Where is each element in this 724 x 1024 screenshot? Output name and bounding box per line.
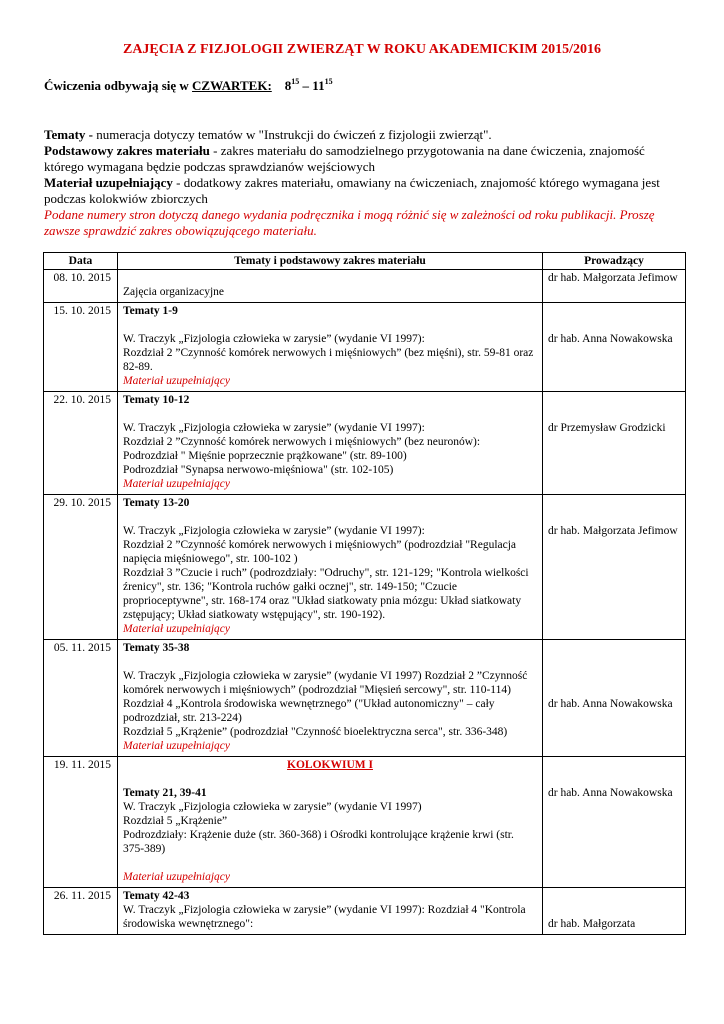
- row-date: 22. 10. 2015: [44, 392, 118, 495]
- table-row: [44, 757, 686, 888]
- row-content: [118, 757, 543, 888]
- row-topic: Tematy 42-43: [123, 890, 190, 902]
- table-row: [44, 303, 686, 392]
- table-row: [44, 270, 686, 303]
- start-hour: 8: [284, 78, 292, 93]
- row-line: W. Traczyk „Fizjologia człowieka w zarysie” (wydanie VI 1997):: [123, 333, 425, 345]
- row-line: Podrozdział " Mięśnie poprzecznie prążkowane" (str. 89-100): [123, 450, 407, 462]
- table-row: [44, 495, 686, 640]
- table-row: [44, 888, 686, 935]
- row-topic: Tematy 21, 39-41: [123, 787, 207, 799]
- supplementary-label: Materiał uzupełniający: [123, 623, 230, 635]
- row-line: Rozdział 4 „Kontrola środowiska wewnętrznego” ("Układ autonomiczny" – cały podrozdział, str. 213-224): [123, 698, 495, 724]
- table-row: [44, 640, 686, 757]
- info-podstawowy: Podstawowy zakres materiału - zakres materiału do samodzielnego przygotowania na dane ćwiczenia, znajomość którego wymagana będzie podczas sprawdzianów wejściowych: [44, 143, 645, 174]
- page-title: ZAJĘCIA Z FIZJOLOGII ZWIERZĄT W ROKU AKADEMICKIM 2015/2016: [122, 42, 602, 57]
- row-content: [118, 640, 543, 757]
- row-date: 29. 10. 2015: [44, 495, 118, 640]
- row-topic: Tematy 35-38: [123, 642, 190, 654]
- row-line: Rozdział 3 ”Czucie i ruch” (podrozdziały: "Odruchy", str. 121-129; "Kontrola wielkości źrenicy", str. 136; "Kontrola ruchów gałki ocznej", str. 149-150; "Czucie proprioceptywne", str. 168-174 oraz "Układ siatkowaty pnia mózgu: Układ siatkowaty zstępujący; Układ siatkowaty wstępujący", str. 190-192).: [123, 567, 529, 621]
- row-topic: Tematy 10-12: [123, 394, 190, 406]
- row-line: W. Traczyk „Fizjologia człowieka w zarysie” (wydanie VI 1997):: [123, 525, 425, 537]
- header-topics: Tematy i podstawowy zakres materiału: [118, 253, 543, 270]
- time-dash: –: [299, 78, 313, 93]
- row-line: Podrozdział "Synapsa nerwowo-mięśniowa" (str. 102-105): [123, 464, 394, 476]
- row-line: W. Traczyk „Fizjologia człowieka w zarysie” (wydanie VI 1997): Rozdział 4 "Kontrola środowiska wewnętrznego":: [123, 904, 526, 930]
- info-note: Podane numery stron dotyczą danego wydania podręcznika i mogą różnić się w zależności od roku publikacji. Proszę zawsze sprawdzić zakres obowiązującego materiału.: [44, 207, 655, 238]
- row-tutor: dr hab. Anna Nowakowska: [543, 640, 686, 757]
- row-line: Rozdział 2 ”Czynność komórek nerwowych i mięśniowych” (bez mięśni), str. 59-81 oraz 82-89.: [123, 347, 534, 373]
- kolokwium-label: KOLOKWIUM I: [287, 759, 373, 771]
- row-content: [118, 303, 543, 392]
- start-minute: 15: [291, 77, 300, 86]
- row-line: W. Traczyk „Fizjologia człowieka w zarysie” (wydanie VI 1997) Rozdział 2 ”Czynność komórek nerwowych i mięśniowych” (podrozdział "Mięsień sercowy", str. 110-114): [123, 670, 528, 696]
- schedule-table: [43, 252, 686, 935]
- row-date: 08. 10. 2015: [44, 270, 118, 303]
- row-content: [118, 888, 543, 935]
- row-tutor: dr hab. Małgorzata Jefimow: [543, 495, 686, 640]
- row-content: [118, 495, 543, 640]
- row-line: Zajęcia organizacyjne: [123, 286, 224, 298]
- row-line: Rozdział 5 „Krążenie” (podrozdział "Czynność bioelektryczna serca", str. 336-348): [123, 726, 508, 738]
- row-date: 19. 11. 2015: [44, 757, 118, 888]
- row-line: W. Traczyk „Fizjologia człowieka w zarysie” (wydanie VI 1997): [123, 801, 422, 813]
- row-topic: Tematy 13-20: [123, 497, 190, 509]
- supplementary-label: Materiał uzupełniający: [123, 478, 230, 490]
- end-minute: 15: [324, 77, 333, 86]
- row-line: W. Traczyk „Fizjologia człowieka w zarysie” (wydanie VI 1997):: [123, 422, 425, 434]
- supplementary-label: Materiał uzupełniający: [123, 740, 230, 752]
- row-date: 26. 11. 2015: [44, 888, 118, 935]
- end-hour: 11: [312, 78, 325, 93]
- info-block: [44, 127, 684, 239]
- row-line: Rozdział 2 ”Czynność komórek nerwowych i mięśniowych” (podrozdział "Regulacja napięcia mięśniowego", str. 100-102 ): [123, 539, 517, 565]
- schedule-day: CZWARTEK:: [192, 78, 272, 93]
- row-tutor: dr hab. Anna Nowakowska: [543, 757, 686, 888]
- row-topic: Tematy 1-9: [123, 305, 178, 317]
- schedule-prefix: Ćwiczenia odbywają się w: [44, 78, 193, 93]
- supplementary-label: Materiał uzupełniający: [123, 871, 230, 883]
- info-uzupelniajacy: Materiał uzupełniający - dodatkowy zakres materiału, omawiany na ćwiczeniach, znajomość którego wymagana jest podczas kolokwiów zbiorczych: [44, 175, 660, 206]
- header-tutor: Prowadzący: [543, 253, 686, 270]
- row-content: [118, 392, 543, 495]
- schedule-line: [44, 78, 333, 94]
- table-row: [44, 392, 686, 495]
- row-line: Rozdział 5 „Krążenie”: [123, 815, 228, 827]
- row-date: 05. 11. 2015: [44, 640, 118, 757]
- row-content: [118, 270, 543, 303]
- row-line: Podrozdziały: Krążenie duże (str. 360-368) i Ośrodki kontrolujące krążenie krwi (str. 375-389): [123, 829, 514, 855]
- info-tematy: Tematy - numeracja dotyczy tematów w "Instrukcji do ćwiczeń z fizjologii zwierząt".: [44, 127, 492, 142]
- row-tutor: dr Przemysław Grodzicki: [543, 392, 686, 495]
- header-date: Data: [44, 253, 118, 270]
- row-date: 15. 10. 2015: [44, 303, 118, 392]
- table-header-row: [44, 253, 686, 270]
- row-tutor: dr hab. Małgorzata Jefimow: [543, 270, 686, 303]
- row-tutor: dr hab. Anna Nowakowska: [543, 303, 686, 392]
- supplementary-label: Materiał uzupełniający: [123, 375, 230, 387]
- row-line: Rozdział 2 ”Czynność komórek nerwowych i mięśniowych” (bez neuronów):: [123, 436, 481, 448]
- row-tutor: dr hab. Małgorzata: [543, 888, 686, 935]
